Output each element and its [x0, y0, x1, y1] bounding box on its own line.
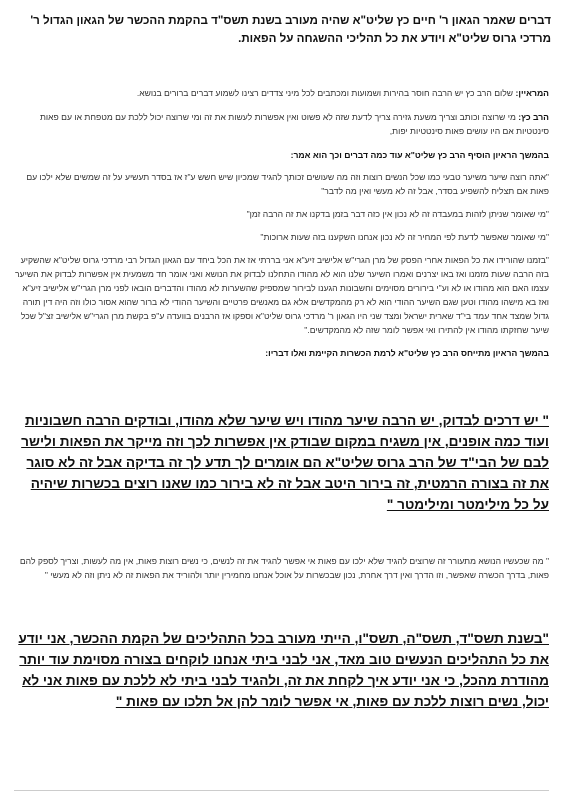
- page-title: דברים שאמר הגאון ר' חיים כץ שליט"א שהיה מעורב בשנת תשס"ד בהקמת ההכשר של הגאון הגדול ר' מרדכי גרוס שליט"א ויודע את כל תהליכי ההשגחה על הפאות.: [30, 14, 551, 45]
- highlighted-quote: "בשנת תשס"ד, תשס"ה, תשס"ו, הייתי מעורב בכל התהליכים של הקמת ההכשר, אני יודע את כל התהליכים הנעשים טוב מאד, אני לבני ביתי אנחנו לוקחים בצורה מסוימת עוד יותר מהודרת מהכל, כי אני יודע איך לקחת את זה, ולהגיד לבני ביתי לא ללכת עם פאות אני לא יכול, נשים רוצות ללכת עם פאות, אי אפשר לומר להן אל תלכו עם פאות ": [18, 631, 549, 709]
- quote-paragraph: "מי שאומר שאפשר לדעת לפי המחיר זה לא נכון אנחנו השקענו בזה שעות ארוכות": [260, 232, 549, 242]
- section-subheading: בהמשך הראיון מתייחס הרב כץ שליט"א לרמת הכשרות הקיימת ואלו דבריו:: [265, 348, 549, 358]
- rav-label: הרב כץ:: [518, 112, 549, 122]
- footer-divider: [14, 790, 549, 791]
- intro-paragraph: [14, 86, 549, 100]
- interview-body: [14, 86, 549, 368]
- rav-answer-text: מי שרוצה וכותב וצריך משעת גזירה צריך לדעת שזה לא פשוט ואין אפשרות לעשות את זה ומי שרוצה יכול ללכת עם מטפחת או עם פאות סינטטיות אם היו עושים פאות סינטטיות יפות,: [39, 112, 549, 136]
- highlighted-quote: " יש דרכים לבדוק, יש הרבה שיער מהודו ויש שיער שלא מהודו, ובודקים הרבה חשבוניות ועוד כמה אופנים, אין משגיח במקום שבודק אין אפשרות לכך וזה מייקר את הפאות ולישר לבם של הבי"ד של הרב גרוס שליט"א הם אומרים לך תדע לך זה בדיקה אבל זה לא סוגר את זה בצורה הרמטית, זה בירור היטב אבל זה לא בירור כמו שאנו רוצים בכשרות שיהיה על כל מילימטר ומילימטר ": [21, 413, 549, 512]
- quote-paragraph: "בזמנו שהורידו את כל הפאות אחרי הפסק של מרן הגרי"ש אלישיב זיע"א אני בררתי אז את הכל ביחד עם הגאון הגדול רבי מרדכי גרוס שליט"א שהשקיע בזה הרבה שעות מזמנו ואז באו יצרנים ואמרו השיער שלנו הוא לא מהודו התחלנו לבדוק את הנושא ואני אומר חד משמעית אין אפשרות לבדוק את השיער עצמו האם הוא מהודו או לא וע"י בירורים מסוימים וחשבונות הגענו לבירור שמספיק שהשערות לא מהודו והדברים הובאו לפני מרן הגרי"ש אלישיב זיע"א ואז בא מישהו מהודו וטען שגם השיער ההודי הוא לא רק מהמקדשים אלא גם מאנשים פרטיים והשיער ההודי לא ברור שהוא אסור כולו וזה היה דין תורה גדול שמצד אחד עמד בי"ד שארית ישראל ומצד שני היו הגאון ר' מרדכי גרוס שליט"א וספקו אז הרבנים בוועדה ע"פ בקשת מרן הגרי"ש אלישיב זצ"ל שכל שיער שחזקתו מהודו אין להתירו ואי אפשר לומר שזה לא מהמקדשים.": [15, 255, 549, 335]
- quote-paragraph: "מי שאומר שניתן לזהות במעבדה זה לא נכון אין כזה דבר בזמן בדקנו את זה הרבה זמן": [246, 209, 549, 219]
- interviewer-text: שלום הרב כץ יש הרבה חוסר בהירות ושמועות ומכתבים לכל מיני צדדים רצינו לשמוע דברים ברורים בנושא.: [136, 88, 514, 98]
- quote-paragraph: " מה שכעשיו הנושא מתעורר זה שרוצים להגיד שלא ילכו עם פאות אי אפשר להגיד את זה לנשים, כי נשים רוצות פאות, אין מה לעשות, וצריך לספק להם פאות, בדרך הכשרה שאפשר, וזו הדרך ואין דרך אחרת, נכון שבכשרות על אוכל אנחנו מחמירין יותר ולהוריד את הפאות זה לא ניתן וזה לא מעשי ": [19, 556, 549, 580]
- interviewer-label: המראיין:: [515, 88, 549, 98]
- section-subheading: בהמשך הראיון הוסיף הרב כץ שליט"א עוד כמה דברים וכך הוא אמר:: [290, 150, 549, 160]
- quote-paragraph: "אתה רוצה שיער משיער טבעי כמו שכל הנשים רוצות וזה מה שעושים זכותך להגיד שמכיון שיש חשש ע"ז אז בסדר תעשיע על זה שמשים שלא ילכו עם פאות אם תצליח להשפיע בסדר, אבל זה לא מעשי ואין מה לדבר": [26, 172, 549, 196]
- rav-answer-paragraph: [14, 110, 549, 138]
